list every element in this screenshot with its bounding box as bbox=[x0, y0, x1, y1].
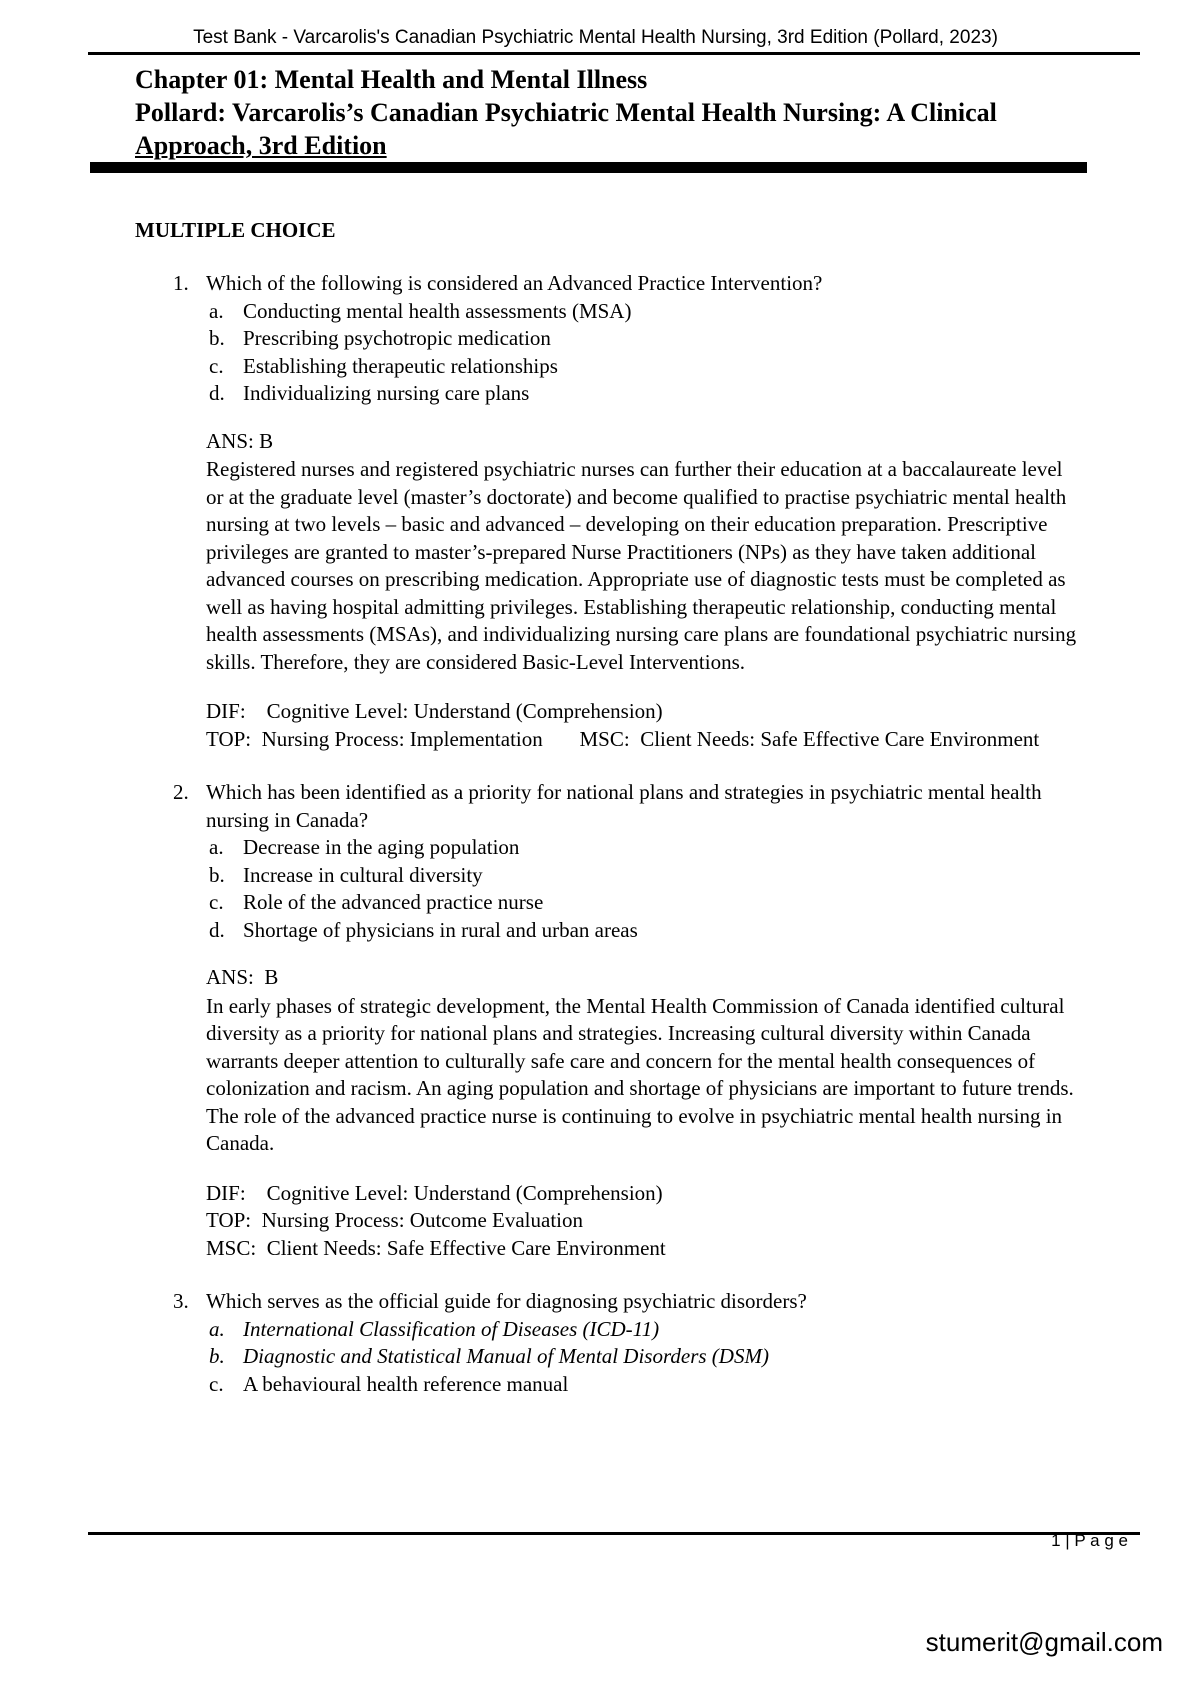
option-a bbox=[209, 1316, 1191, 1344]
question-number: 1. bbox=[173, 271, 189, 295]
chapter-title bbox=[135, 63, 1151, 162]
rationale-text: In early phases of strategic development, the Mental Health Commission of Canada identified cultural diversity as a priority for national plans and strategies. Increasing cultural diversity within Canada warrants deeper attention to culturally safe care and concern for the mental health consequences of colonization and racism. An aging population and shortage of physicians are important to future trends. The role of the advanced practice nurse is continuing to evolve in psychiatric mental health nursing in Canada. bbox=[206, 993, 1074, 1155]
email-watermark: stumerit@gmail.com bbox=[925, 1627, 1163, 1657]
question-text: Which serves as the official guide for diagnosing psychiatric disorders? bbox=[206, 1289, 807, 1313]
option-text: Conducting mental health assessments (MSA) bbox=[243, 298, 632, 323]
question-number: 2. bbox=[173, 780, 189, 804]
option-text: A behavioural health reference manual bbox=[243, 1371, 569, 1396]
option-letter: d. bbox=[209, 917, 225, 942]
option-letter: b. bbox=[209, 1344, 225, 1368]
question-list bbox=[0, 270, 1191, 1398]
answer-label: ANS: B bbox=[206, 965, 279, 989]
option-text: Prescribing psychotropic medication bbox=[243, 326, 551, 350]
footer-rule bbox=[88, 1532, 1140, 1535]
rationale-text: Registered nurses and registered psychiatric nurses can further their education at a baccalaureate level or at the graduate level (master’s doctorate) and become qualified to practise psychiatric mental health nursing at two levels – basic and advanced – developing on their education preparation. Prescriptive privileges are granted to master’s-prepared Nurse Practitioners (NPs) as they have taken additional advanced courses on prescribing medication. Appropriate use of diagnostic tests must be completed as well as having hospital admitting privileges. Establishing therapeutic relationship, conducting mental health assessments (MSAs), and individualizing nursing care plans are foundational psychiatric nursing skills. Therefore, they are considered Basic-Level Interventions. bbox=[206, 457, 1077, 674]
question-text: Which has been identified as a priority for national plans and strategies in psychiatric mental health nursing in Canada? bbox=[206, 780, 1042, 832]
section-heading: MULTIPLE CHOICE bbox=[135, 218, 336, 242]
page-number: 1 | P a g e bbox=[1051, 1531, 1128, 1550]
option-letter: d. bbox=[209, 381, 225, 405]
title-line-2: Pollard: Varcarolis’s Canadian Psychiatric Mental Health Nursing: A Clinical bbox=[135, 98, 997, 127]
question-3 bbox=[0, 1288, 1191, 1398]
option-letter: a. bbox=[209, 1316, 225, 1341]
option-d bbox=[209, 917, 1191, 945]
option-letter: a. bbox=[209, 298, 224, 323]
meta-top-msc: TOP: Nursing Process: Implementation MSC: Client Needs: Safe Effective Care Environment bbox=[206, 726, 1040, 751]
option-text: Decrease in the aging population bbox=[243, 835, 520, 859]
question-metadata bbox=[206, 1180, 1191, 1263]
option-text: Diagnostic and Statistical Manual of Mental Disorders (DSM) bbox=[243, 1344, 769, 1368]
running-header: Test Bank - Varcarolis's Canadian Psychiatric Mental Health Nursing, 3rd Edition (Pollard, 2023) bbox=[193, 27, 998, 48]
title-line-3: Approach, 3rd Edition bbox=[135, 131, 387, 160]
option-letter: b. bbox=[209, 326, 225, 350]
question-1 bbox=[0, 270, 1191, 753]
option-a bbox=[209, 834, 1191, 862]
option-b bbox=[209, 862, 1191, 890]
question-text: Which of the following is considered an Advanced Practice Intervention? bbox=[206, 271, 823, 295]
option-b bbox=[209, 325, 1191, 353]
title-line-1: Chapter 01: Mental Health and Mental Illness bbox=[135, 65, 648, 94]
option-b bbox=[209, 1343, 1191, 1371]
option-letter: c. bbox=[209, 890, 224, 914]
question-number: 3. bbox=[173, 1289, 189, 1313]
question-stem bbox=[173, 779, 1191, 834]
question-2 bbox=[0, 779, 1191, 1262]
meta-top: TOP: Nursing Process: Outcome Evaluation bbox=[206, 1208, 583, 1232]
question-metadata bbox=[206, 698, 1191, 753]
option-letter: b. bbox=[209, 862, 225, 887]
meta-msc: MSC: Client Needs: Safe Effective Care Environment bbox=[206, 1235, 666, 1260]
question-stem bbox=[173, 270, 1191, 298]
question-stem bbox=[173, 1288, 1191, 1316]
option-text: Establishing therapeutic relationships bbox=[243, 353, 558, 378]
answer-label: ANS: B bbox=[206, 428, 274, 453]
option-d bbox=[209, 380, 1191, 408]
option-letter: c. bbox=[209, 353, 224, 378]
meta-dif: DIF: Cognitive Level: Understand (Comprehension) bbox=[206, 699, 663, 723]
title-divider-bar bbox=[90, 162, 1087, 173]
option-text: Role of the advanced practice nurse bbox=[243, 890, 544, 914]
option-text: International Classification of Diseases (ICD-11) bbox=[243, 1316, 660, 1341]
option-text: Increase in cultural diversity bbox=[243, 862, 483, 887]
option-letter: c. bbox=[209, 1371, 224, 1396]
meta-dif: DIF: Cognitive Level: Understand (Comprehension) bbox=[206, 1180, 663, 1205]
option-c bbox=[209, 353, 1191, 381]
option-letter: a. bbox=[209, 835, 224, 859]
option-text: Shortage of physicians in rural and urban areas bbox=[243, 917, 638, 942]
option-text: Individualizing nursing care plans bbox=[243, 381, 530, 405]
header-rule bbox=[88, 52, 1140, 55]
option-a bbox=[209, 298, 1191, 326]
option-c bbox=[209, 889, 1191, 917]
option-c bbox=[209, 1371, 1191, 1399]
